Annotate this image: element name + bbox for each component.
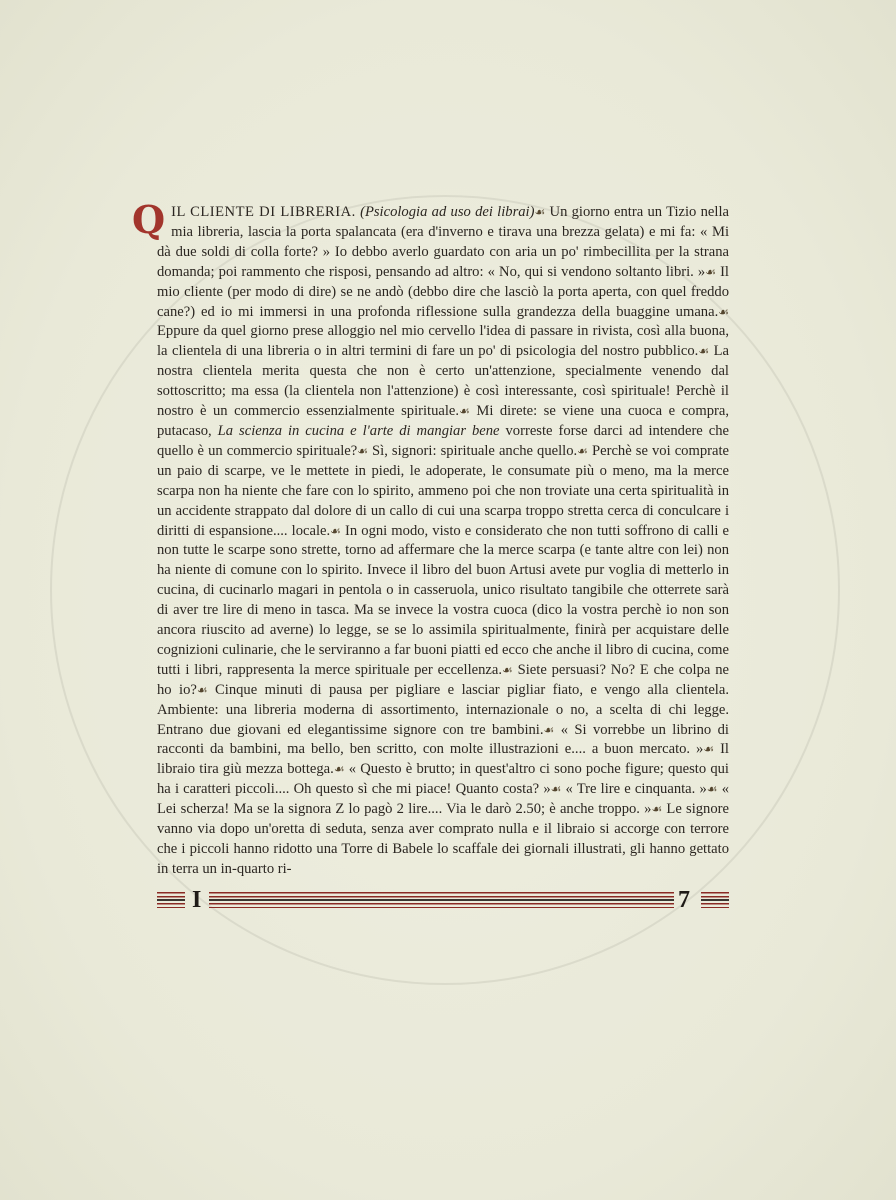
fleuron-icon: ☙ bbox=[459, 404, 470, 419]
fleuron-icon: ☙ bbox=[550, 782, 562, 797]
text-run: Mi direte: se viene una cuoca e compra, putacaso, bbox=[157, 403, 729, 439]
text-run: « Si vorrebbe un librino di racconti da bambini, ma bello, ben scritto, con molte illustrazioni e.... a buon mercato. » bbox=[157, 721, 729, 758]
article-subtitle: (Psicologia ad uso dei librai) bbox=[360, 204, 535, 220]
text-run: Cinque minuti di pausa per pigliare e lasciar pigliar fiato, e vengo alla clientela. Ambiente: una libreria moderna di assortimento, internazionale o no, a scelta di chi legge. Entrano due giovani ed elegantissime signore con tre bambini. bbox=[157, 681, 729, 738]
fleuron-icon: ☙ bbox=[333, 762, 345, 777]
article-body bbox=[132, 197, 730, 880]
text-run: « Questo è brutto; in quest'altro ci sono poche figure; questo qui ha i caratteri piccoli.... Oh questo sì che mi piace! Quanto costa? » bbox=[157, 761, 729, 798]
fleuron-icon: ☙ bbox=[330, 523, 341, 538]
article-title: IL CLIENTE DI LIBRERIA. bbox=[171, 204, 356, 220]
page-number: 7 bbox=[678, 887, 690, 913]
text-run: In ogni modo, visto e considerato che non tutti soffrono di calli e non tutte le scarpe sono strette, torno ad affermare che la merce scarpa (e tante altre con lei) non ha niente di comune con lo spirito. Invece il libro del buon Artusi avete pur voglia di metterlo in cucina, di cucinarlo magari in pentola o in casseruola, unico risultato tangibile che otterrete sarà di aver tre lire di meno in tasca. Ma se invece la vostra cuoca (dico la vostra perchè io non son ancora riuscito ad averne) lo legge, se se lo assimila spiritualmente, finirà per acquistare delle cognizioni culinarie, che le serviranno a far buoni piatti ed ecco che anche il libro di cucina, come tutti i libri, rappresenta la merce spirituale per eccellenza. bbox=[157, 522, 730, 678]
text-run: La nostra clientela merita questa che non è certo un'attenzione, specialmente venendo dal sottoscritto; ma essa (la clientela non l'attenzione) è così interessante, così spirituale! Perchè il nostro è un commercio essenzialmente spirituale. bbox=[157, 343, 729, 420]
fleuron-icon: ☙ bbox=[718, 304, 729, 319]
text-run: « Tre lire e cinquanta. » bbox=[561, 781, 707, 798]
fleuron-icon: ☙ bbox=[577, 443, 588, 458]
text-run: vorreste forse darci ad intendere che quello è un commercio spirituale? bbox=[157, 422, 729, 459]
signature-number: I bbox=[192, 887, 202, 913]
drop-cap: Q bbox=[132, 197, 166, 242]
fleuron-icon: ☙ bbox=[534, 205, 546, 219]
fleuron-icon: ☙ bbox=[502, 662, 513, 677]
decorative-rule bbox=[701, 892, 729, 908]
text-run: « Lei scherza! Ma se la signora Z lo pagò 2 lire.... Via le darò 2.50; è anche troppo. » bbox=[157, 781, 729, 818]
fleuron-icon: ☙ bbox=[543, 722, 555, 737]
fleuron-icon: ☙ bbox=[357, 443, 368, 458]
text-run: Siete persuasi? No? E che colpa ne ho io? bbox=[157, 661, 729, 698]
book-title: La scienza in cucina e l'arte di mangiar bene bbox=[217, 422, 500, 439]
text-run: Sì, signori: spirituale anche quello. bbox=[367, 442, 578, 459]
text-run: Eppure da quel giorno prese alloggio nel mio cervello l'idea di passare in rivista, così alla buona, la clientela di una libreria o in altri termini di fare un po' di psicologia del nostro pubblico. bbox=[157, 323, 729, 360]
text-run: Il mio cliente (per modo di dire) se ne andò (debbo dire che lasciò la porta aperta, con quel freddo cane?) ed io mi immersi in una profonda riflessione sulla grandezza della buaggine umana. bbox=[157, 263, 729, 320]
decorative-rule bbox=[209, 892, 674, 908]
text-run: Il libraio tira giù mezza bottega. bbox=[157, 741, 729, 778]
text-run: Perchè se voi comprate un paio di scarpe, ve le mettete in piedi, le adoperate, le consumate più o meno, ma la merce scarpa non ha niente che fare con lo spirito, ammeno poi che non troviate una certa spiritualità in un accidente strappato dal dolore di un callo di cui una scarpa troppo stretta cerca di conculcare i diritti di espansione.... locale. bbox=[157, 442, 729, 539]
text-run: Un giorno entra un Tizio nella mia libreria, lascia la porta spalancata (era d'inverno e tirava una brezza gelata) e mi fa: « Mi dà due soldi di colla forte? » Io debbo averlo guardato con aria un po' rimbecillita per la strana domanda; poi rammento che risposi, pensando ad altro: « No, qui si vendono soltanto libri. » bbox=[157, 204, 729, 280]
decorative-rule bbox=[157, 892, 185, 908]
text-run: Le signore vanno via dopo un'oretta di seduta, senza aver comprato nulla e il libraio si accorge con terrore che i piccoli hanno ridotto una Torre di Babele lo scaffale dei giornali illustrati, gli hanno gettato in terra un in-quarto ri- bbox=[157, 801, 729, 877]
fleuron-icon: ☙ bbox=[703, 742, 715, 757]
fleuron-icon: ☙ bbox=[651, 802, 663, 817]
page-footer bbox=[157, 886, 729, 914]
article-paragraph bbox=[132, 197, 730, 880]
fleuron-icon: ☙ bbox=[698, 344, 710, 359]
fleuron-icon: ☙ bbox=[705, 264, 716, 279]
fleuron-icon: ☙ bbox=[196, 682, 208, 697]
fleuron-icon: ☙ bbox=[706, 782, 718, 797]
